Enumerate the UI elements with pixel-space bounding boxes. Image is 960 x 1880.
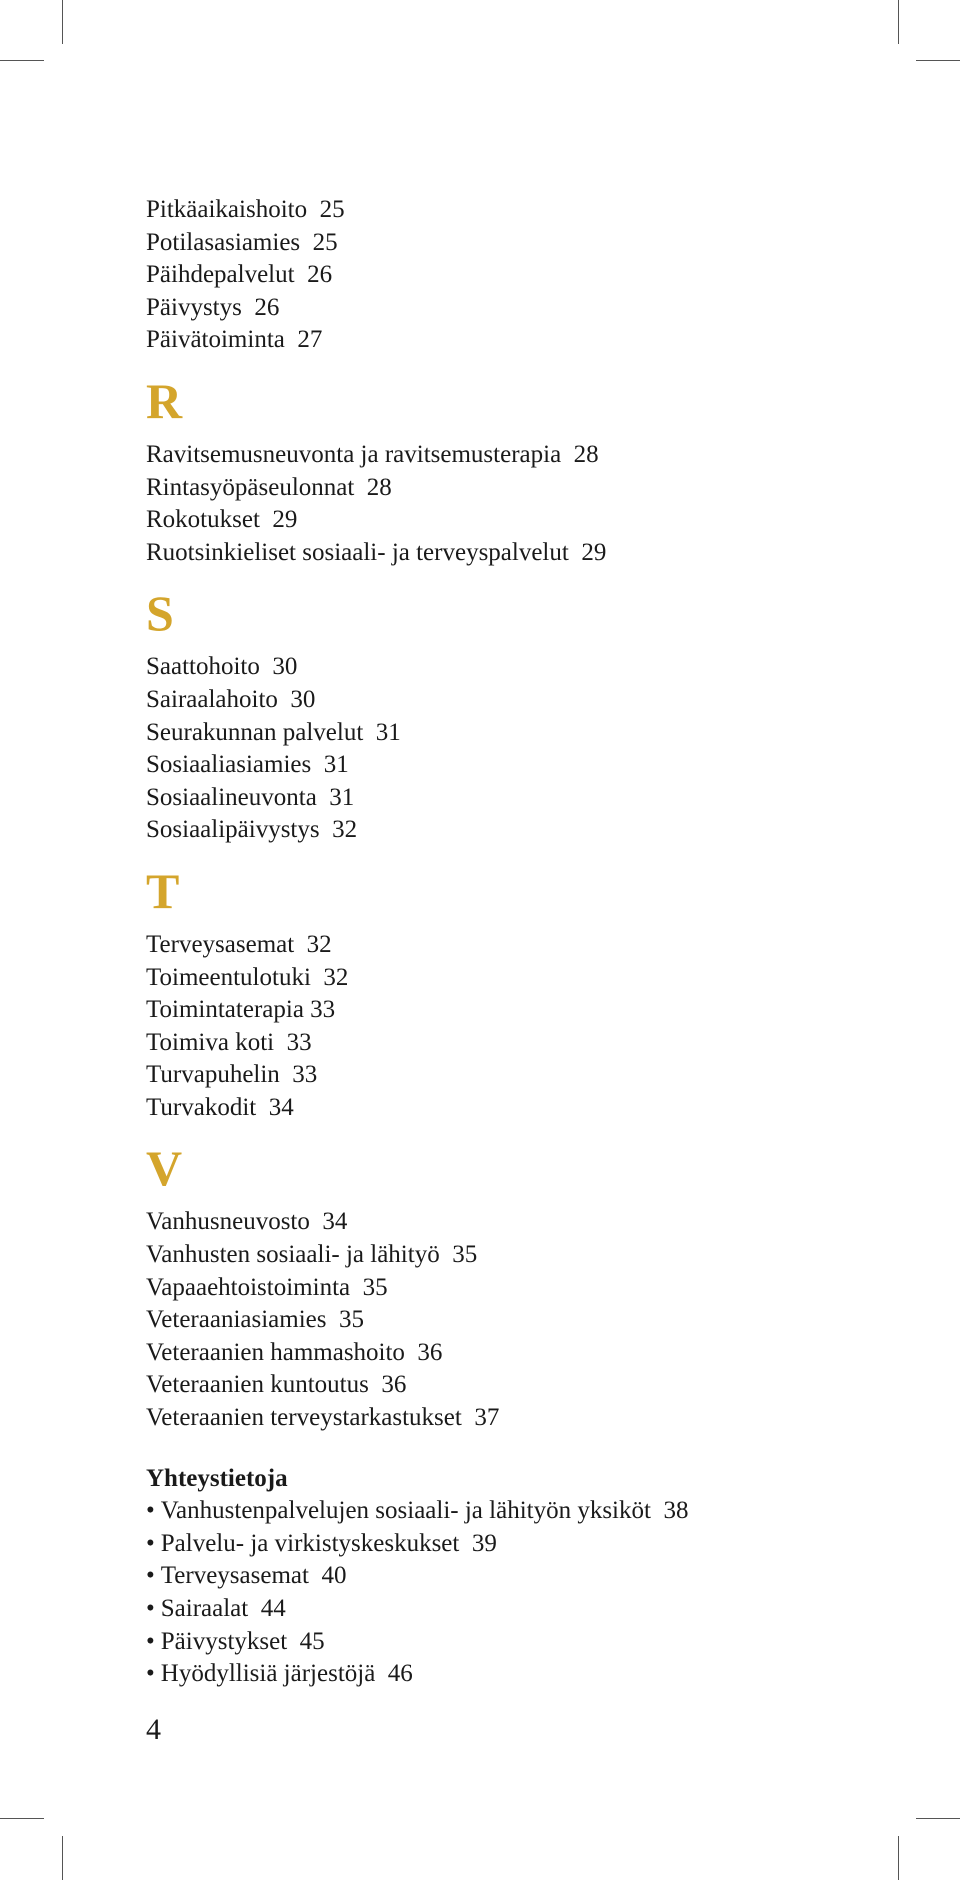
contacts-item bbox=[146, 1658, 926, 1691]
index-entry: Potilasasiamies 25 bbox=[146, 228, 338, 256]
crop-mark-bottom-right-vertical bbox=[898, 1836, 899, 1880]
bullet-icon: • bbox=[146, 1660, 155, 1688]
index-entry: Päivystys 26 bbox=[146, 293, 280, 321]
contacts-item-label: Päivystykset 45 bbox=[160, 1627, 325, 1655]
index-entry: Päihdepalvelut 26 bbox=[146, 261, 333, 289]
crop-mark-top-left-horizontal bbox=[0, 60, 44, 61]
index-entry: Vanhusneuvosto 34 bbox=[146, 1208, 348, 1236]
index-entry: Toimintaterapia 33 bbox=[146, 996, 336, 1024]
index-entry: Sairaalahoito 30 bbox=[146, 685, 316, 713]
contacts-item-label: Vanhustenpalvelujen sosiaali- ja lähityön yksiköt 38 bbox=[160, 1497, 689, 1525]
index-letter-heading: T bbox=[146, 862, 180, 919]
crop-mark-bottom-left-horizontal bbox=[0, 1818, 44, 1819]
index-group-r bbox=[146, 371, 926, 569]
index-entry: Vanhusten sosiaali- ja lähityö 35 bbox=[146, 1241, 478, 1269]
index-content bbox=[146, 194, 926, 1691]
crop-mark-top-right-vertical bbox=[898, 0, 899, 44]
index-entry: Rokotukset 29 bbox=[146, 506, 298, 534]
index-entry: Rintasyöpäseulonnat 28 bbox=[146, 473, 392, 501]
index-entry: Turvapuhelin 33 bbox=[146, 1061, 318, 1089]
index-entry: Veteraaniasiamies 35 bbox=[146, 1306, 364, 1334]
page-number: 4 bbox=[146, 1713, 161, 1746]
contacts-item bbox=[146, 1495, 926, 1528]
index-entry: Veteraanien hammashoito 36 bbox=[146, 1338, 443, 1366]
index-entry: Terveysasemat 32 bbox=[146, 930, 332, 958]
index-group-t bbox=[146, 861, 926, 1125]
index-group-v bbox=[146, 1138, 926, 1434]
index-letter-heading: S bbox=[146, 585, 174, 642]
crop-mark-top-left-vertical bbox=[62, 0, 63, 44]
bullet-icon: • bbox=[146, 1497, 155, 1525]
contacts-item bbox=[146, 1626, 926, 1659]
crop-mark-bottom-left-vertical bbox=[62, 1836, 63, 1880]
index-group-s bbox=[146, 583, 926, 847]
index-entry: Sosiaalineuvonta 31 bbox=[146, 783, 355, 811]
index-entry: Ravitsemusneuvonta ja ravitsemusterapia 28 bbox=[146, 440, 599, 468]
contacts-item bbox=[146, 1528, 926, 1561]
index-letter-heading: V bbox=[146, 1140, 183, 1197]
contacts-item-label: Terveysasemat 40 bbox=[160, 1562, 347, 1590]
crop-mark-bottom-right-horizontal bbox=[916, 1818, 960, 1819]
index-entry: Seurakunnan palvelut 31 bbox=[146, 718, 401, 746]
bullet-icon: • bbox=[146, 1595, 155, 1622]
index-entry: Toimeentulotuki 32 bbox=[146, 963, 349, 991]
index-entry: Päivätoiminta 27 bbox=[146, 326, 323, 354]
index-entry: Ruotsinkieliset sosiaali- ja terveyspalvelut 29 bbox=[146, 538, 607, 566]
bullet-icon: • bbox=[146, 1562, 155, 1590]
bullet-icon: • bbox=[146, 1627, 155, 1655]
contacts-item-label: Sairaalat 44 bbox=[160, 1595, 286, 1622]
index-letter-heading: R bbox=[146, 372, 183, 429]
contacts-item bbox=[146, 1560, 926, 1593]
index-entry: Sosiaaliasiamies 31 bbox=[146, 751, 349, 779]
index-entry: Pitkäaikaishoito 25 bbox=[146, 196, 345, 223]
contacts-item-label: Hyödyllisiä järjestöjä 46 bbox=[160, 1660, 413, 1688]
contacts-item-label: Palvelu- ja virkistyskeskukset 39 bbox=[160, 1529, 497, 1557]
contacts-item bbox=[146, 1593, 926, 1626]
contacts-section bbox=[146, 1463, 926, 1691]
index-entry: Turvakodit 34 bbox=[146, 1093, 294, 1121]
bullet-icon: • bbox=[146, 1529, 155, 1557]
index-entry: Veteraanien terveystarkastukset 37 bbox=[146, 1404, 500, 1432]
index-entry: Veteraanien kuntoutus 36 bbox=[146, 1371, 407, 1399]
index-entry: Vapaaehtoistoiminta 35 bbox=[146, 1273, 388, 1301]
index-entry: Sosiaalipäivystys 32 bbox=[146, 816, 358, 844]
index-entry: Saattohoito 30 bbox=[146, 653, 298, 681]
crop-mark-top-right-horizontal bbox=[916, 60, 960, 61]
contacts-heading: Yhteystietoja bbox=[146, 1464, 288, 1492]
index-group-p bbox=[146, 194, 926, 357]
index-entry: Toimiva koti 33 bbox=[146, 1028, 312, 1056]
